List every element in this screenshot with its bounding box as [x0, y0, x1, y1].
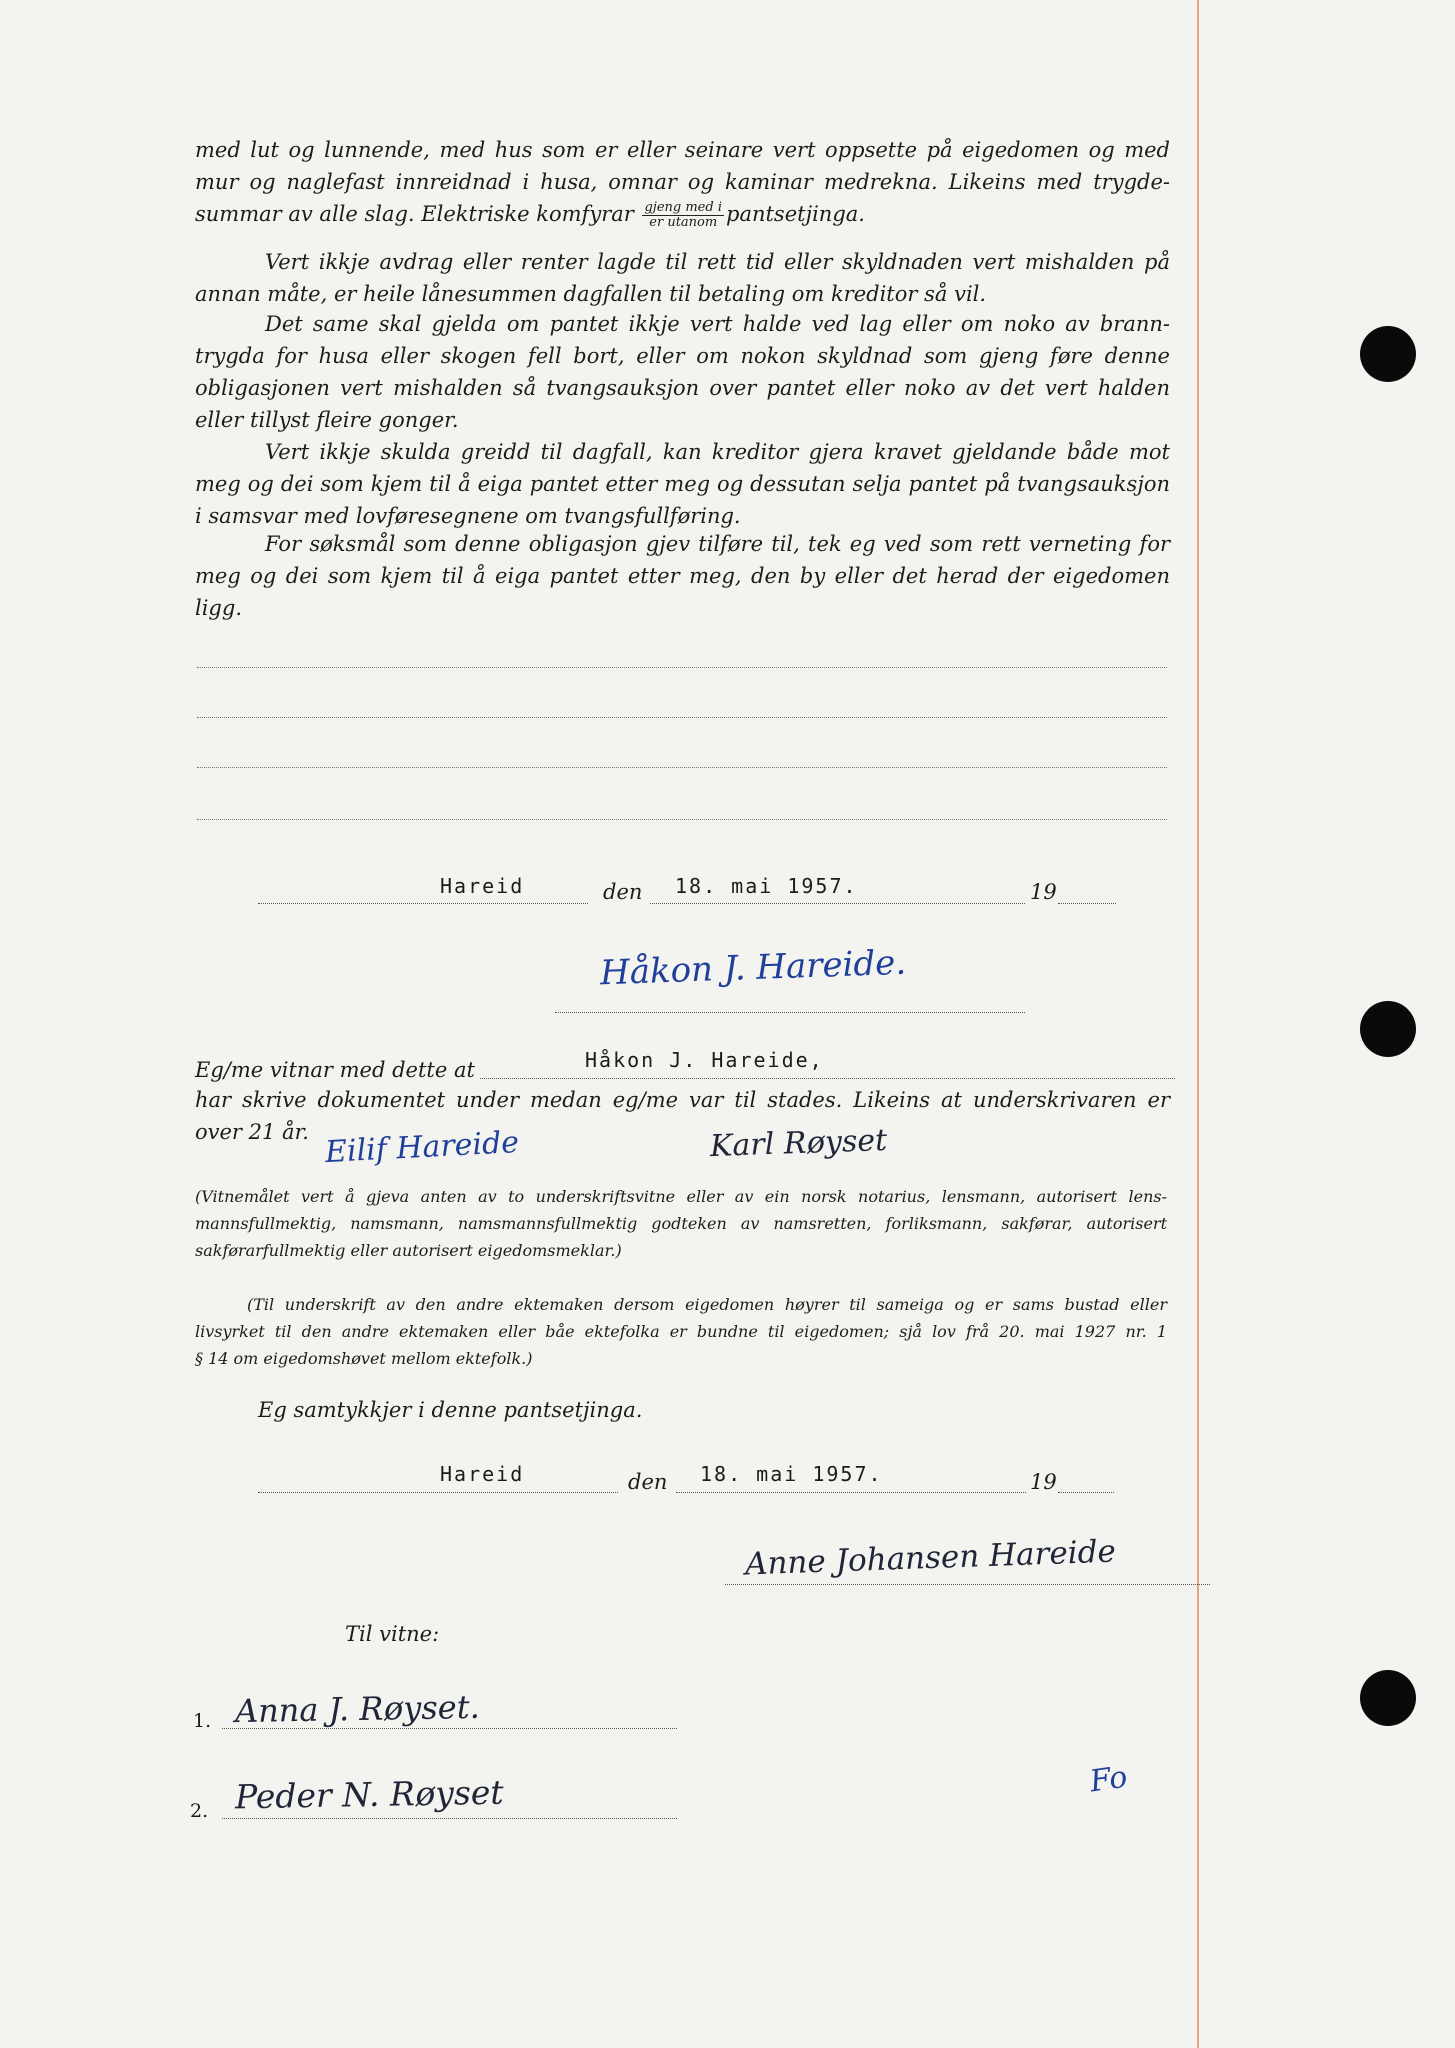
text-line: (Vitnemålet vert å gjeva anten av to underskriftsvitne eller av ein norsk notarius, lensmann, autorisert lens- — [195, 1187, 1167, 1206]
text-line: meg og dei som kjem til å eiga pantet etter meg og dessutan selja pantet på tvangsauksjon — [195, 472, 1170, 496]
text-line: livsyrket til den andre ektemaken eller båe ektefolka er bundne til eigedomen; sjå lov frå 20. mai 1927 nr. 1 — [195, 1322, 1167, 1341]
blank-line — [197, 767, 1167, 768]
punch-hole — [1360, 326, 1416, 382]
text-line: Vert ikkje avdrag eller renter lagde til rett tid eller skyldnaden vert mishalden på — [265, 250, 1170, 274]
punch-hole — [1360, 1670, 1416, 1726]
place-line — [258, 1492, 618, 1493]
punch-hole — [1360, 1001, 1416, 1057]
text-line: summar av alle slag. Elektriske komfyrar — [195, 202, 634, 226]
text-line: sakførarfullmektig eller autorisert eigedomsmeklar.) — [195, 1241, 622, 1260]
witness-heading: Til vitne: — [345, 1622, 440, 1646]
witness-number: 1. — [193, 1710, 212, 1732]
text-line: meg og dei som kjem til å eiga pantet etter meg, den by eller det herad der eigedomen — [195, 564, 1170, 588]
blank-line — [197, 819, 1167, 820]
witness-number: 2. — [190, 1800, 209, 1822]
text-line: mur og naglefast innreidnad i husa, omnar og kaminar medrekna. Likeins med trygde- — [195, 170, 1170, 194]
typed-name: Håkon J. Hareide, — [585, 1048, 824, 1072]
signature: Håkon J. Hareide. — [599, 942, 907, 994]
witness-line — [222, 1728, 677, 1729]
year-prefix: 19 — [1030, 1470, 1057, 1494]
den-label: den — [628, 1470, 668, 1494]
text-line: § 14 om eigedomshøvet mellom ektefolk.) — [195, 1349, 533, 1368]
body-paragraph — [195, 198, 1170, 230]
option-fraction — [642, 201, 724, 230]
date-line — [650, 903, 1025, 904]
place-text: Hareid — [440, 1462, 525, 1486]
text-line: Det same skal gjelda om pantet ikkje vert halde ved lag eller om noko av brann- — [265, 312, 1170, 336]
text-line: (Til underskrift av den andre ektemaken dersom eigedomen høyrer til sameiga og er sams bustad eller — [247, 1295, 1167, 1314]
year-line — [1058, 903, 1116, 904]
witness-signature: Eilif Hareide — [324, 1124, 520, 1171]
body-paragraph — [195, 308, 1170, 436]
body-paragraph — [195, 436, 1170, 532]
text-line: obligasjonen vert mishalden så tvangsauksjon over pantet eller noko av det vert halden — [195, 376, 1170, 400]
text-line: ligg. — [195, 596, 242, 620]
date-line — [676, 1492, 1026, 1493]
date-text: 18. mai 1957. — [675, 874, 858, 898]
text-line: over 21 år. — [195, 1120, 309, 1144]
name-line — [480, 1078, 1175, 1079]
fraction-bottom: er utanom — [649, 215, 718, 230]
text-line: For søksmål som denne obligasjon gjev tilføre til, tek eg ved som rett verneting for — [265, 532, 1170, 556]
place-text: Hareid — [440, 874, 525, 898]
text-line: Vert ikkje skulda greidd til dagfall, kan kreditor gjera kravet gjeldande både mot — [265, 440, 1170, 464]
body-paragraph — [195, 134, 1170, 198]
text-line: pantsetjinga. — [726, 202, 865, 226]
year-prefix: 19 — [1030, 880, 1057, 904]
text-line: med lut og lunnende, med hus som er eller seinare vert oppsette på eigedomen og med — [195, 138, 1170, 162]
text-line: trygda for husa eller skogen fell bort, eller om nokon skyldnad som gjeng føre denne — [195, 344, 1170, 368]
year-line — [1058, 1492, 1114, 1493]
note-paragraph — [195, 1183, 1167, 1264]
blank-line — [197, 667, 1167, 668]
witness-intro: Eg/me vitnar med dette at — [195, 1058, 475, 1082]
signature-line — [555, 1012, 1025, 1013]
witness-signature: Anna J. Røyset. — [234, 1687, 481, 1731]
text-line: annan måte, er heile lånesummen dagfallen til betaling om kreditor så vil. — [195, 282, 987, 306]
margin-line — [1197, 0, 1199, 2048]
text-line: eller tillyst fleire gonger. — [195, 408, 459, 432]
consent-text: Eg samtykkjer i denne pantsetjinga. — [258, 1398, 643, 1422]
text-line: har skrive dokumentet under medan eg/me var til stades. Likeins at underskrivaren er — [195, 1088, 1170, 1112]
den-label: den — [603, 880, 643, 904]
fraction-top: gjeng med i — [644, 200, 722, 215]
witness-signature: Peder N. Røyset — [234, 1772, 504, 1817]
place-line — [258, 903, 588, 904]
body-paragraph — [195, 246, 1170, 310]
text-line: i samsvar med lovføresegnene om tvangsfullføring. — [195, 504, 741, 528]
witness-signature: Karl Røyset — [709, 1122, 888, 1165]
body-paragraph — [195, 528, 1170, 624]
note-paragraph — [195, 1291, 1167, 1372]
signature: Anne Johansen Hareide — [744, 1533, 1117, 1583]
signature-line — [725, 1584, 1210, 1585]
initials: Fo — [1087, 1759, 1130, 1800]
witness-line — [222, 1818, 677, 1819]
date-text: 18. mai 1957. — [700, 1462, 883, 1486]
blank-line — [197, 717, 1167, 718]
text-line: mannsfullmektig, namsmann, namsmannsfullmektig godteken av namsretten, forliksmann, sakførar, autorisert — [195, 1214, 1167, 1233]
